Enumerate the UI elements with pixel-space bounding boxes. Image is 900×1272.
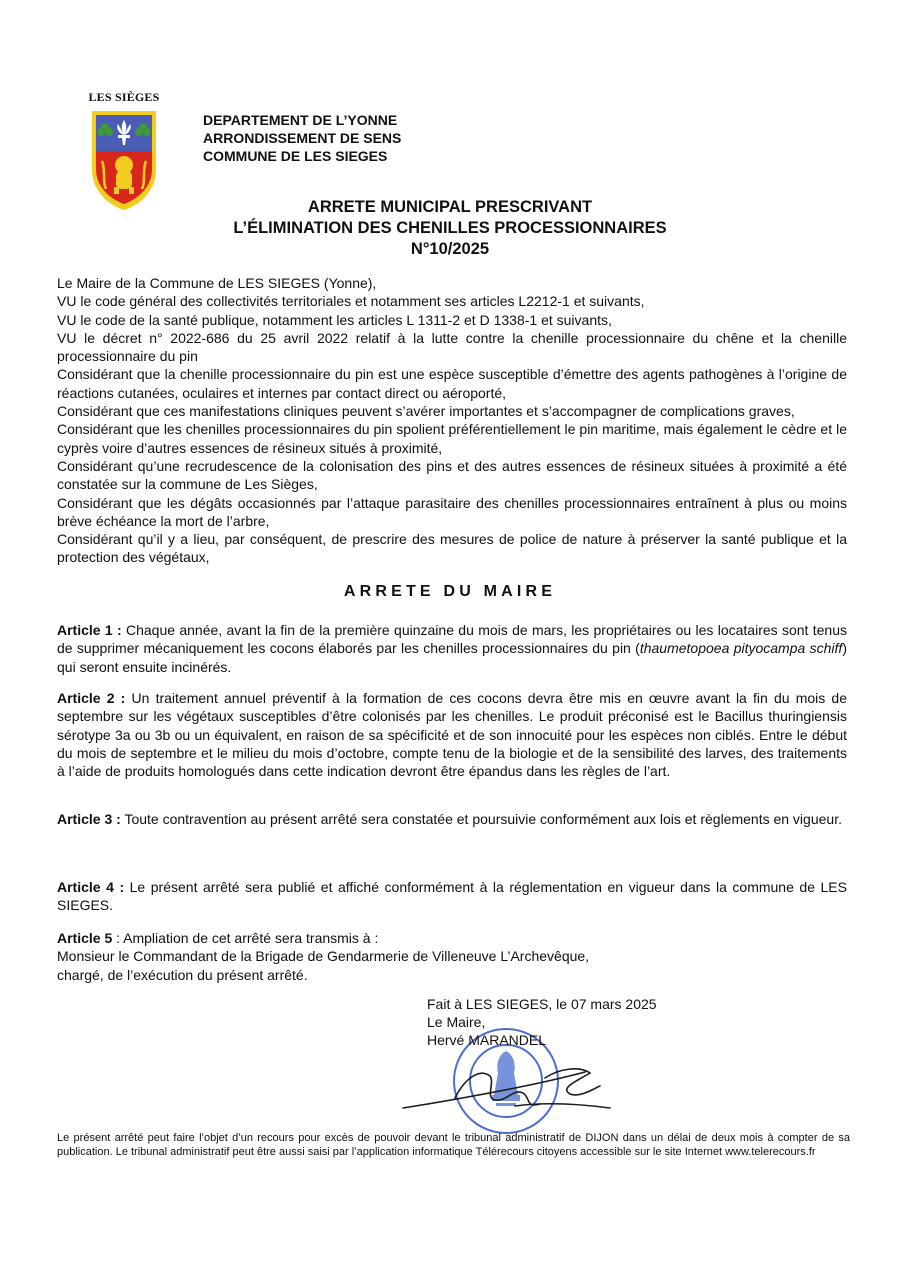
article-2-text: Un traitement annuel préventif à la formation de ces cocons devra être mis en œuvre avant la fin du mois de septembre sur les végétaux susceptibles d’être colonisés par les chenilles. Le produit préconisé est le Bacillus thuringiensis sérotype 3a ou 3b ou un équivalent, en raison de sa spécificité et de son innocuité pour les espèces non ciblés. Entre le début du mois de septembre et le milieu du mois d’octobre, compte tenu de la biologie et de la sensibilité des larves, des traitements à l’aide de produits homologués dans cette indication devront être épandus dans les règles de l’art. bbox=[57, 690, 847, 780]
document-title bbox=[0, 197, 900, 260]
article-5 bbox=[57, 929, 847, 984]
title-line-1: ARRETE MUNICIPAL PRESCRIVANT bbox=[307, 198, 593, 216]
considerations-block bbox=[57, 274, 847, 567]
header-commune: COMMUNE DE LES SIEGES bbox=[203, 148, 388, 164]
article-5-text: : Ampliation de cet arrêté sera transmis à : bbox=[112, 930, 379, 946]
article-3-label: Article 3 : bbox=[57, 811, 121, 827]
article-2-label: Article 2 : bbox=[57, 690, 126, 706]
article-4-label: Article 4 : bbox=[57, 879, 125, 895]
article-5-recipient: Monsieur le Commandant de la Brigade de Gendarmerie de Villeneuve L’Archevêque, bbox=[57, 948, 590, 965]
signature-place-date: Fait à LES SIEGES, le 07 mars 2025 bbox=[427, 996, 657, 1012]
appeal-notice-text: Le présent arrêté peut faire l’objet d’un recours pour excès de pouvoir devant le tribunal administratif de DIJON dans un délai de deux mois à compter de sa publication. Le tribunal administratif peut être aussi saisi par l’application informatique Télérecours citoyens accessible sur le site Internet www.telerecours.fr bbox=[57, 1132, 850, 1159]
consideration-line: Le Maire de la Commune de LES SIEGES (Yonne), bbox=[57, 275, 377, 291]
signature-mayor-name: Hervé MARANDEL bbox=[427, 1032, 547, 1048]
consideration-line: Considérant que les chenilles processionnaires du pin spolient préférentiellement le pin maritime, mais également le cèdre et le cyprès voire d’autres essences de résineux situés à proximité, bbox=[57, 421, 847, 456]
article-1-text-end: ) qui seront ensuite incinérés. bbox=[57, 640, 847, 675]
article-1-label: Article 1 : bbox=[57, 622, 122, 638]
article-3 bbox=[57, 810, 847, 828]
article-1 bbox=[57, 621, 847, 676]
consideration-line: Considérant que la chenille processionnaire du pin est une espèce susceptible d’émettre des agents pathogènes à l’origine de réactions cutanées, oculaires et internes par contact direct ou aéroporté, bbox=[57, 366, 847, 401]
header-arrondissement: ARRONDISSEMENT DE SENS bbox=[203, 130, 402, 146]
signature-block bbox=[427, 995, 657, 1049]
appeal-notice bbox=[57, 1131, 850, 1160]
handwritten-signature bbox=[395, 1058, 620, 1123]
logo-town-name: LES SIÈGES bbox=[88, 90, 160, 104]
signature-role: Le Maire, bbox=[427, 1014, 486, 1030]
title-line-2: L’ÉLIMINATION DES CHENILLES PROCESSIONNAIRES bbox=[233, 219, 667, 237]
consideration-line: Considérant qu’il y a lieu, par conséquent, de prescrire des mesures de police de nature à préserver la santé publique et la protection des végétaux, bbox=[57, 531, 847, 566]
header-department: DEPARTEMENT DE L’YONNE bbox=[203, 112, 398, 128]
consideration-line: Considérant que les dégâts occasionnés par l’attaque parasitaire des chenilles processionnaires entraînent à plus ou moins brève échéance la mort de l’arbre, bbox=[57, 494, 847, 529]
article-2 bbox=[57, 689, 847, 780]
article-4 bbox=[57, 878, 847, 915]
title-number: N°10/2025 bbox=[410, 240, 490, 258]
consideration-line: VU le code de la santé publique, notamment les articles L 1311-2 et D 1338-1 et suivants, bbox=[57, 311, 612, 328]
article-1-species: thaumetopoea pityocampa schiff bbox=[639, 640, 843, 657]
article-1-text: Chaque année, avant la fin de la première quinzaine du mois de mars, les propriétaires ou les locataires sont tenus de supprimer mécaniquement les cocons élaborés par les chenilles processionnaires du pin ( bbox=[57, 622, 847, 657]
consideration-line: Considérant que ces manifestations cliniques peuvent s’avérer importantes et s’accompagner de complications graves, bbox=[57, 403, 795, 420]
article-5-label: Article 5 bbox=[57, 930, 113, 946]
article-4-text: Le présent arrêté sera publié et affiché conformément à la réglementation en vigueur dans la commune de LES SIEGES. bbox=[57, 879, 847, 914]
administrative-header bbox=[203, 111, 401, 165]
article-3-text: Toute contravention au présent arrêté sera constatée et poursuivie conformément aux lois et règlements en vigueur. bbox=[120, 811, 842, 827]
decree-heading: ARRETE DU MAIRE bbox=[343, 583, 557, 600]
consideration-line: Considérant qu’une recrudescence de la colonisation des pins et des autres essences de résineux situées à proximité a été constatée sur la commune de Les Sièges, bbox=[57, 457, 847, 493]
consideration-line: VU le code général des collectivités territoriales et notamment ses articles L2212-1 et suivants, bbox=[57, 293, 645, 310]
consideration-line: VU le décret n° 2022-686 du 25 avril 2022 relatif à la lutte contre la chenille processionnaire du chêne et la chenille processionnaire du pin bbox=[57, 329, 847, 365]
article-5-duty: chargé, de l’exécution du présent arrêté. bbox=[57, 966, 308, 983]
